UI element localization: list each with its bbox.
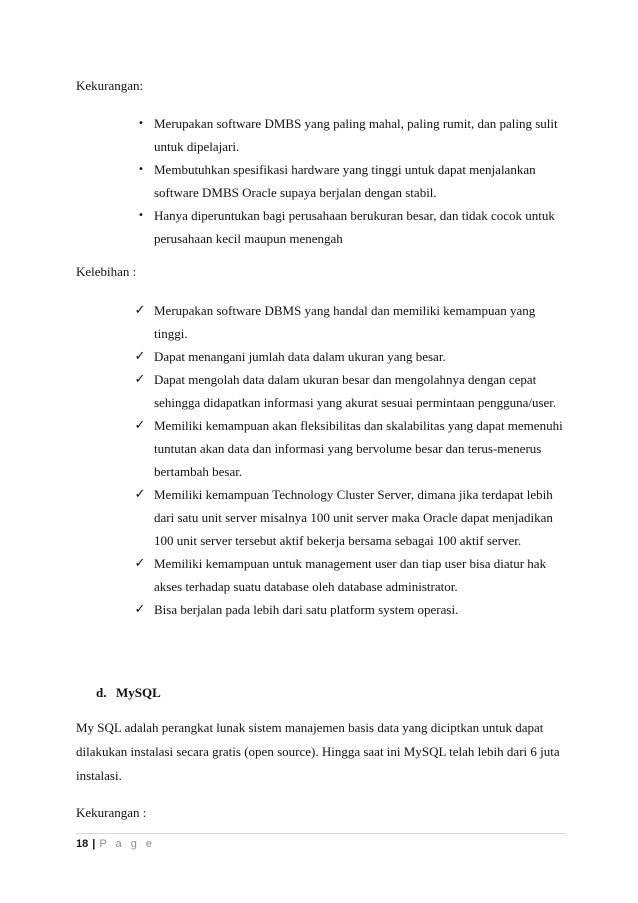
list-item [0, 345, 566, 368]
list-item [0, 158, 566, 204]
list-item [0, 368, 566, 414]
list-item [0, 112, 566, 158]
list-item-text: Memiliki kemampuan untuk management user dan tiap user bisa diatur hak akses terhadap suatu database oleh database administrator. [154, 556, 547, 594]
checkmark-icon: ✓ [134, 372, 146, 387]
list-item-text: Merupakan software DBMS yang handal dan memiliki kemampuan yang tinggi. [154, 303, 536, 341]
section-heading-mysql [96, 681, 161, 704]
list-item-text: Dapat mengolah data dalam ukuran besar dan mengolahnya dengan cepat sehingga didapatkan informasi yang akurat sesuai permintaan pengguna/user. [154, 372, 557, 410]
kelebihan-heading: Kelebihan : [76, 264, 137, 279]
list-item [0, 414, 566, 483]
bullet-icon: • [138, 118, 144, 129]
list-item [0, 204, 566, 250]
list-item [0, 483, 566, 552]
list-item-text: Memiliki kemampuan Technology Cluster Server, dimana jika terdapat lebih dari satu unit server misalnya 100 unit server maka Oracle dapat menjadikan 100 unit server tersebut aktif bekerja bersama sebagai 100 aktif server. [154, 487, 553, 548]
checkmark-icon: ✓ [134, 602, 146, 617]
list-item-text: Hanya diperuntukan bagi perusahaan berukuran besar, dan tidak cocok untuk perusahaan kecil maupun menengah [154, 208, 555, 246]
page-label: P a g e [99, 838, 155, 850]
page-number: 18 [76, 838, 89, 850]
kelebihan-list [0, 299, 638, 621]
bullet-icon: • [138, 164, 144, 175]
checkmark-icon: ✓ [134, 556, 146, 571]
kekurangan-list [0, 112, 638, 250]
list-item [0, 598, 566, 621]
checkmark-icon: ✓ [134, 418, 146, 433]
section-number: d. [96, 685, 107, 700]
list-item-text: Bisa berjalan pada lebih dari satu platform system operasi. [154, 602, 459, 617]
list-item-text: Memiliki kemampuan akan fleksibilitas dan skalabilitas yang dapat memenuhi tuntutan akan data dan informasi yang bervolume besar dan terus-menerus bertambah besar. [154, 418, 563, 479]
mysql-paragraph: My SQL adalah perangkat lunak sistem manajemen basis data yang diciptkan untuk dapat dilakukan instalasi secara gratis (open source). Hingga saat ini MySQL telah lebih dari 6 juta instalasi. [76, 720, 560, 783]
list-item [0, 552, 566, 598]
footer-separator: | [92, 838, 96, 850]
list-item-text: Dapat menangani jumlah data dalam ukuran yang besar. [154, 349, 446, 364]
bullet-icon: • [138, 210, 144, 221]
list-item-text: Merupakan software DMBS yang paling mahal, paling rumit, dan paling sulit untuk dipelajari. [154, 116, 558, 154]
kekurangan-heading: Kekurangan: [76, 78, 144, 93]
list-item [0, 299, 566, 345]
checkmark-icon: ✓ [134, 303, 146, 318]
section-title: MySQL [116, 685, 161, 700]
page-footer [76, 836, 155, 852]
checkmark-icon: ✓ [134, 349, 146, 364]
footer-divider [76, 833, 566, 834]
checkmark-icon: ✓ [134, 487, 146, 502]
list-item-text: Membutuhkan spesifikasi hardware yang tinggi untuk dapat menjalankan software DMBS Oracle supaya berjalan dengan stabil. [154, 162, 536, 200]
kekurangan-mysql-heading: Kekurangan : [76, 805, 147, 820]
